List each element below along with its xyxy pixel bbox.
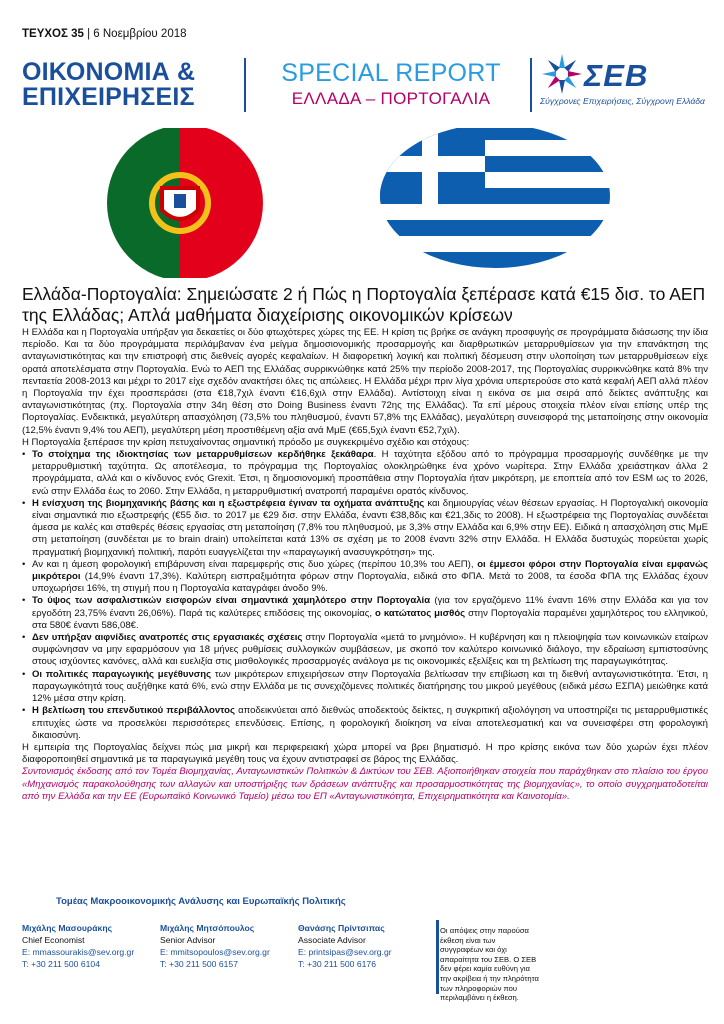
disclaimer-text: Οι απόψεις στην παρούσα έκθεση είναι των συγγραφέων και όχι απαραίτητα του ΣΕΒ. Ο ΣΕΒ δεν φέρει καμία ευθύνη για την ακρίβεια ή την πληρότητα των πληροφοριών που περιλαμβάνει η έκθεση. <box>440 926 539 1003</box>
contact-phone: T: +30 211 500 6104 <box>22 959 100 969</box>
greece-flag-icon <box>375 128 625 278</box>
contact-card <box>22 922 152 970</box>
conclusion-paragraph: Η εμπειρία της Πορτογαλίας δείχνει πώς μια μικρή και περιφερειακή χώρα μπορεί να βρει βηματισμό. Η προ κρίσης εικόνα των δύο χωρών έχει πλέον διαφοροποιηθεί σημαντικά με τα παραγωγικά μεγέθη τους να έχουν αντιστραφεί σε βάρος της Ελλάδας. <box>22 741 708 766</box>
list-item: • Το ύψος των ασφαλιστικών εισφορών είναι σημαντικά χαμηλότερο στην Πορτογαλία (για τον εργαζόμενο 11% έναντι 16% στην Ελλάδα και για τον εργοδότη 23,75% έναντι 26,06%). Παρά τις καλύτερες επιδόσεις της οικονομίας, ο κατώτατος μισθός στην Πορτογαλία παραμένει χαμηλότερος του ελληνικού, στα 580€ έναντι 586,08€. <box>22 595 708 632</box>
list-item: • Το στοίχημα της ιδιοκτησίας των μεταρρυθμίσεων κερδήθηκε ξεκάθαρα. Η ταχύτητα εξόδου από το πρόγραμμα προσαρμογής συνδέθηκε με την μεταρρυθμιστική ταχύτητα. Ως αποτέλεσμα, το πρόγραμμα της Πορτογαλίας ολοκληρώθηκε ένα χρόνο νωρίτερα. Στην Ελλάδα χρειάστηκαν άλλα 2 προγράμματα, αλλά και ο κίνδυνος ενός Grexit. Έτσι, η δημοσιονομική προσπάθεια στην Πορτογαλία ήταν μικρότερη, με εποπτεία από τον ESM ως το 2026, ενώ στην Ελλάδα έως το 2060. Στην Ελλάδα, η μεταρρυθμιστική ανατροπή παραμένει ορατός κίνδυνος. <box>22 449 708 498</box>
contact-role: Senior Advisor <box>160 935 216 945</box>
key-points-list <box>22 449 708 742</box>
issue-number: ΤΕΥΧΟΣ 35 <box>22 28 84 40</box>
list-item: • Δεν υπήρξαν αιφνίδιες ανατροπές στις εργασιακές σχέσεις στην Πορτογαλία «μετά το μνημόνιο». Η κυβέρνηση και η πλειοψηφία των κοινωνικών εταίρων συμφώνησαν να μην εφαρμόσουν για 18 μήνες ρυθμίσεις συλλογικών συμβάσεων, με σκοπό τον καλύτερο κοινωνικό διάλογο, την εδραίωση εμπιστοσύνης στους ισχύοντες κανόνες, αλλά και ευελιξία στις μισθολογικές προσαρμογές ανάλογα με τις οικονομικές εξελίξεις και τη βελτίωση της παραγωγικότητας. <box>22 632 708 669</box>
team-heading <box>22 896 706 910</box>
issue-line <box>22 28 187 40</box>
special-report-subtitle: ΕΛΛΑΔΑ – ΠΟΡΤΟΓΑΛΙΑ <box>291 89 491 108</box>
masthead-divider-right <box>530 58 532 112</box>
contact-name: Θανάσης Πρίντσιπας <box>298 923 385 933</box>
issue-date: 6 Νοεμβρίου 2018 <box>93 28 187 40</box>
masthead-title <box>22 60 232 110</box>
masthead-divider-left <box>244 58 246 112</box>
special-report-block <box>256 60 526 110</box>
contacts-block <box>22 922 432 982</box>
portugal-flag-icon <box>90 128 300 278</box>
contact-email-link[interactable]: E: mmassourakis@sev.org.gr <box>22 947 135 957</box>
contact-name: Μιχάλης Μητσόπουλος <box>160 923 255 933</box>
lead-paragraph: Η Πορτογαλία ξεπέρασε την κρίση πετυχαίνοντας σημαντική πρόοδο με συγκεκριμένο σχέδιο και στόχους: <box>22 436 470 448</box>
contact-card <box>160 922 290 970</box>
sev-logo-text: ΣΕΒ <box>584 58 649 93</box>
special-report-title: SPECIAL REPORT <box>281 59 501 87</box>
flags-illustration <box>90 128 680 278</box>
intro-paragraph: Η Ελλάδα και η Πορτογαλία υπήρξαν για δεκαετίες οι δύο φτωχότερες χώρες της ΕΕ. Η κρίση τις βρήκε σε ανάγκη προσφυγής σε προγράμματα διάσωσης την ίδια περίοδο. Και τα δύο προγράμματα περιλάμβαναν ένα μείγμα δημοσιονομικής προσαρμογής και διαρθρωτικών μεταρρυθμίσεων για την επανάκτηση της ανταγωνιστικότητας και την επιστροφή στις διεθνείς αγορές κεφαλαίων. Η διαφορετική λογική και πολιτική δέσμευση στην υλοποίηση των μεταρρυθμίσεων είχε ορατά αποτελέσματα στην Πορτογαλία. Ενώ το ΑΕΠ της Ελλάδας συρρικνώθηκε κατά 25% την περίοδο 2008-2017, της Πορτογαλίας συρρικνώθηκε κατά 8% την πενταετία 2008-2013 και μέχρι το 2017 είχε σχεδόν ανακτήσει όλες τις απώλειες. Η Ελλάδα μέχρι πριν λίγα χρόνια υπερτερούσε στο κατά κεφαλή ΑΕΠ αλλά πλέον η Πορτογαλία την έχει προσπεράσει (στα €18,7χιλ έναντι €16,6χιλ στην Ελλάδα). Αντίστοιχη είναι η εικόνα σε μια σειρά από δείκτες ανάπτυξης και ανταγωνιστικότητας (πχ. Πορτογαλία στην 34η θέση στο Doing Business έναντι 72ης της Ελλάδας). Τα επί μέρους στοιχεία πλέον είναι επίσης υπέρ της Πορτογαλίας. Ενδεικτικά, μεγαλύτερη απασχόληση (73,5% του πληθυσμού, έναντι 57,8% της Ελλάδας), μεγαλύτερη συνεισφορά της μεταποίησης στην οικονομία (12,5% έναντι 9,4% του ΑΕΠ), μεγαλύτερη μέση προστιθέμενη αξία ανά ΜμΕ (€65,5χιλ έναντι €52,7χιλ). <box>22 327 708 436</box>
list-item: • Η ενίσχυση της βιομηχανικής βάσης και η εξωστρέφεια έγιναν τα οχήματα ανάπτυξης και δημιουργίας νέων θέσεων εργασίας. Η Πορτογαλική οικονομία είναι σημαντικά πιο εξωστρεφής (€55 δισ. το 2017 με €29 δισ. στην Ελλάδα, έναντι €38,8δις και €21,3δις το 2008). Η εξωστρέφεια της Πορτογαλίας συνδέεται άμεσα με καλές και σταθερές θέσεις εργασίας στη μεταποίηση (7,8% του πληθυσμού, με 3,3% στην Ελλάδα και 6,9% στην ΕΕ). Ειδικά η απασχόληση στις ΜμΕ στη μεταποίηση (συνδέεται με το brain drain) υπολείπεται κατά 13% σε σχέση με το 2008 έναντι 32% στην Ελλάδα. Η Ελλάδα δυστυχώς πορεύεται χωρίς πραγματική βιομηχανική πολιτική, παρότι ευαγγελίζεται την «παραγωγική ανασυγκρότηση» της. <box>22 498 708 559</box>
list-item: • Οι πολιτικές παραγωγικής μεγέθυνσης των μικρότερων επιχειρήσεων στην Πορτογαλία βελτίωσαν την επιβίωση και τη διεθνή ανταγωνιστικότητα. Έτσι, η παραγωγικότητά τους αυξήθηκε κατά 6%, ενώ στην Ελλάδα με τις συνεχιζόμενες πολιτικές διατήρησης του μικρού μεγέθους (ειδικά μέσω ΕΣΠΑ) μειώθηκε κατά 12% μέσα στην κρίση. <box>22 669 708 706</box>
list-item: • Η βελτίωση του επενδυτικού περιβάλλοντος αποδεικνύεται από διεθνώς αποδεκτούς δείκτες, η συγκριτική αξιολόγηση να υποστηρίζει τις μεταρρυθμιστικές επιτυχίες ώστε να προσελκύει περισσότερες επενδύσεις. Επίσης, η φορολογική διοίκηση να είναι αποτελεσματική και να συνεισφέρει στη φορολογική δικαιοσύνη. <box>22 705 708 742</box>
masthead-line-2: ΕΠΙΧΕΙΡΗΣΕΙΣ <box>22 83 195 111</box>
page-headline: Ελλάδα-Πορτογαλία: Σημειώσατε 2 ή Πώς η Πορτογαλία ξεπέρασε κατά €15 δισ. το ΑΕΠ της Ελλάδας; Απλά μαθήματα διαχείρισης οικονομικών κρίσεων <box>22 284 706 325</box>
contact-name: Μιχάλης Μασουράκης <box>22 923 113 933</box>
masthead-line-1: ΟΙΚΟΝΟΜΙΑ & <box>22 58 196 86</box>
disclaimer-rule <box>436 920 439 994</box>
sev-tagline: Σύγχρονες Επιχειρήσεις, Σύγχρονη Ελλάδα <box>540 96 705 106</box>
contact-card <box>298 922 428 970</box>
team-name: Τομέας Μακροοικονομικής Ανάλυσης και Ευρωπαϊκής Πολιτικής <box>56 896 346 907</box>
contact-role: Associate Advisor <box>298 935 366 945</box>
article-body <box>22 327 708 803</box>
credit-note: Συντονισμός έκδοσης από τον Τομέα Βιομηχανίας, Ανταγωνιστικών Πολιτικών & Δικτύων του ΣΕΒ. Αξιοποιήθηκαν στοιχεία που παράχθηκαν στο πλαίσιο του έργου «Μηχανισμός παρακολούθησης των αλλαγών και υποστήριξης των δράσεων ανάπτυξης και προσαρμοστικότητας της βιομηχανίας», το οποίο συγχρηματοδοτείται από την Ελλάδα και την ΕΕ (Ευρωπαϊκό Κοινωνικό Ταμείο) μέσω του ΕΠ «Ανταγωνιστικότητα, Επιχειρηματικότητα και Καινοτομία». <box>22 766 708 802</box>
contact-phone: T: +30 211 500 6176 <box>298 959 376 969</box>
contact-role: Chief Economist <box>22 935 85 945</box>
sev-star-icon <box>540 52 584 96</box>
issue-separator: | <box>87 28 91 40</box>
sev-logo[interactable] <box>540 52 710 112</box>
contact-email-link[interactable]: E: mmitsopoulos@sev.org.gr <box>160 947 270 957</box>
contact-email-link[interactable]: E: printsipas@sev.org.gr <box>298 947 392 957</box>
contact-phone: T: +30 211 500 6157 <box>160 959 238 969</box>
list-item: • Αν και η άμεση φορολογική επιβάρυνση είναι παρεμφερής στις δυο χώρες (περίπου 10,3% του ΑΕΠ), οι έμμεσοι φόροι στην Πορτογαλία είναι εμφανώς μικρότεροι (14,9% έναντι 17,3%). Καλύτερη εισπραξιμότητα φόρων στην Πορτογαλία, ειδικά στο ΦΠΑ. Μετά το 2008, τα έσοδα ΦΠΑ της Ελλάδας έχουν υποχωρήσει 16%, τη στιγμή που η Πορτογαλία καταγράφει άνοδο 9%. <box>22 559 708 596</box>
